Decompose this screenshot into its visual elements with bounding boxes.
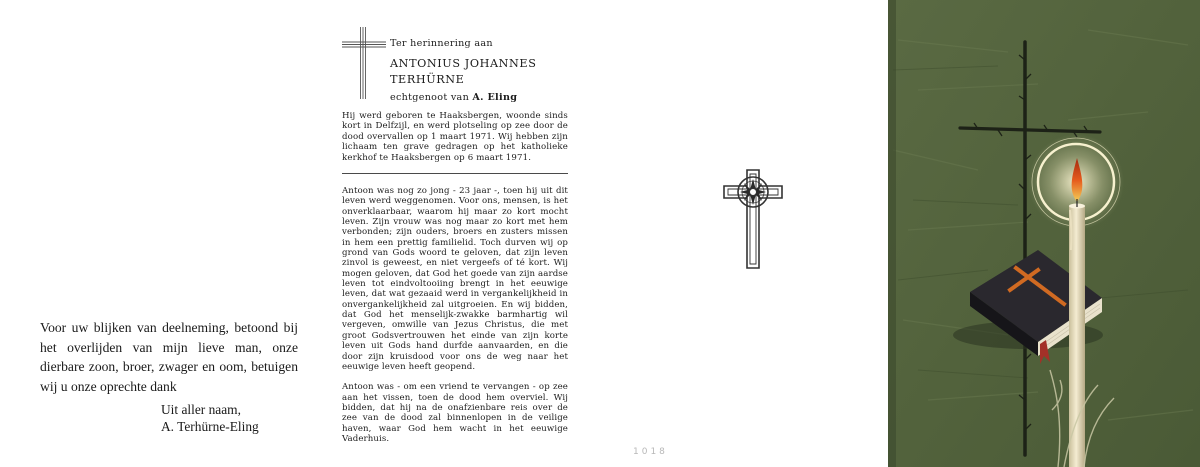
spouse-line [390, 92, 517, 103]
deceased-name-line2: TERHÜRNE [390, 73, 465, 86]
spouse-name: A. Eling [472, 92, 518, 103]
print-number: 1018 [633, 447, 668, 457]
spouse-prefix: echtgenoot van [390, 92, 470, 103]
memorial-text-panel [300, 0, 600, 467]
biography-paragraph [342, 111, 568, 163]
paragraph-2: Antoon was nog zo jong - 23 jaar -, toen hij uit dit leven werd weggenomen. Voor ons, mensen, is het onverklaarbaar, waarom hij maar zo kort mocht leven. Zijn vrouw was nog maar zo kort met hem verbonden; zijn ouders, broers en zusters missen in hem een prettig familielid. Toch durven wij op grond van Gods woord te geloven, dat zijn leven zinvol is geweest, en niet vergeefs of té kort. Wij mogen geloven, dat God het goede van zijn aardse leven tot eindvoltooiing brengt in het eeuwige leven, dat wat gezaaid werd in vergankelijkheid in onvergankelijkheid zal uitgroeien. En wij bidden, dat God het menselijk-zwakke barmhartig wil vergeven, omwille van Jezus Christus, die met groot Godsvertrouwen het einde van zijn korte leven uit Gods hand durfde aanvaarden, en die door zijn kruisdood voor ons de weg naar het eeuwige leven heeft geopend. [342, 186, 568, 372]
closing-text: Uit aller naam, [161, 402, 241, 417]
paragraph-3: Antoon was - om een vriend te vervangen - op zee aan het vissen, toen de dood hem overviel. Wij bidden, dat hij na de onafzienbare reis over de zee van de dood zal binnenlopen in de veilige haven, waar God hem wacht in het eeuwige Vaderhuis. [342, 382, 568, 444]
deceased-name-line1: ANTONIUS JOHANNES [390, 57, 537, 70]
illustration-panel [888, 0, 1200, 467]
reflection-text [342, 186, 568, 444]
cross-panel [600, 0, 890, 467]
intro-text: Ter herinnering aan [390, 38, 493, 49]
paragraph-1: Hij werd geboren te Haaksbergen, woonde sinds kort in Delfzijl, en werd plotseling op zee door de dood overvallen op 1 maart 1971. Wij hebben zijn lichaam ten grave gedragen op het katholieke kerkhof te Haaksbergen op 6 maart 1971. [342, 111, 568, 163]
celtic-cross-icon [722, 168, 784, 270]
signature: A. Terhürne-Eling [161, 419, 259, 434]
thanks-text: Voor uw blijken van deelneming, betoond bij het overlijden van mijn lieve man, onze dierbare zoon, broer, zwager en oom, betuigen wij u onze oprechte dank [40, 320, 298, 394]
thanks-panel [0, 0, 300, 467]
cross-icon [342, 27, 386, 99]
divider [342, 173, 568, 174]
cross-bible-candle-illustration [888, 0, 1200, 467]
